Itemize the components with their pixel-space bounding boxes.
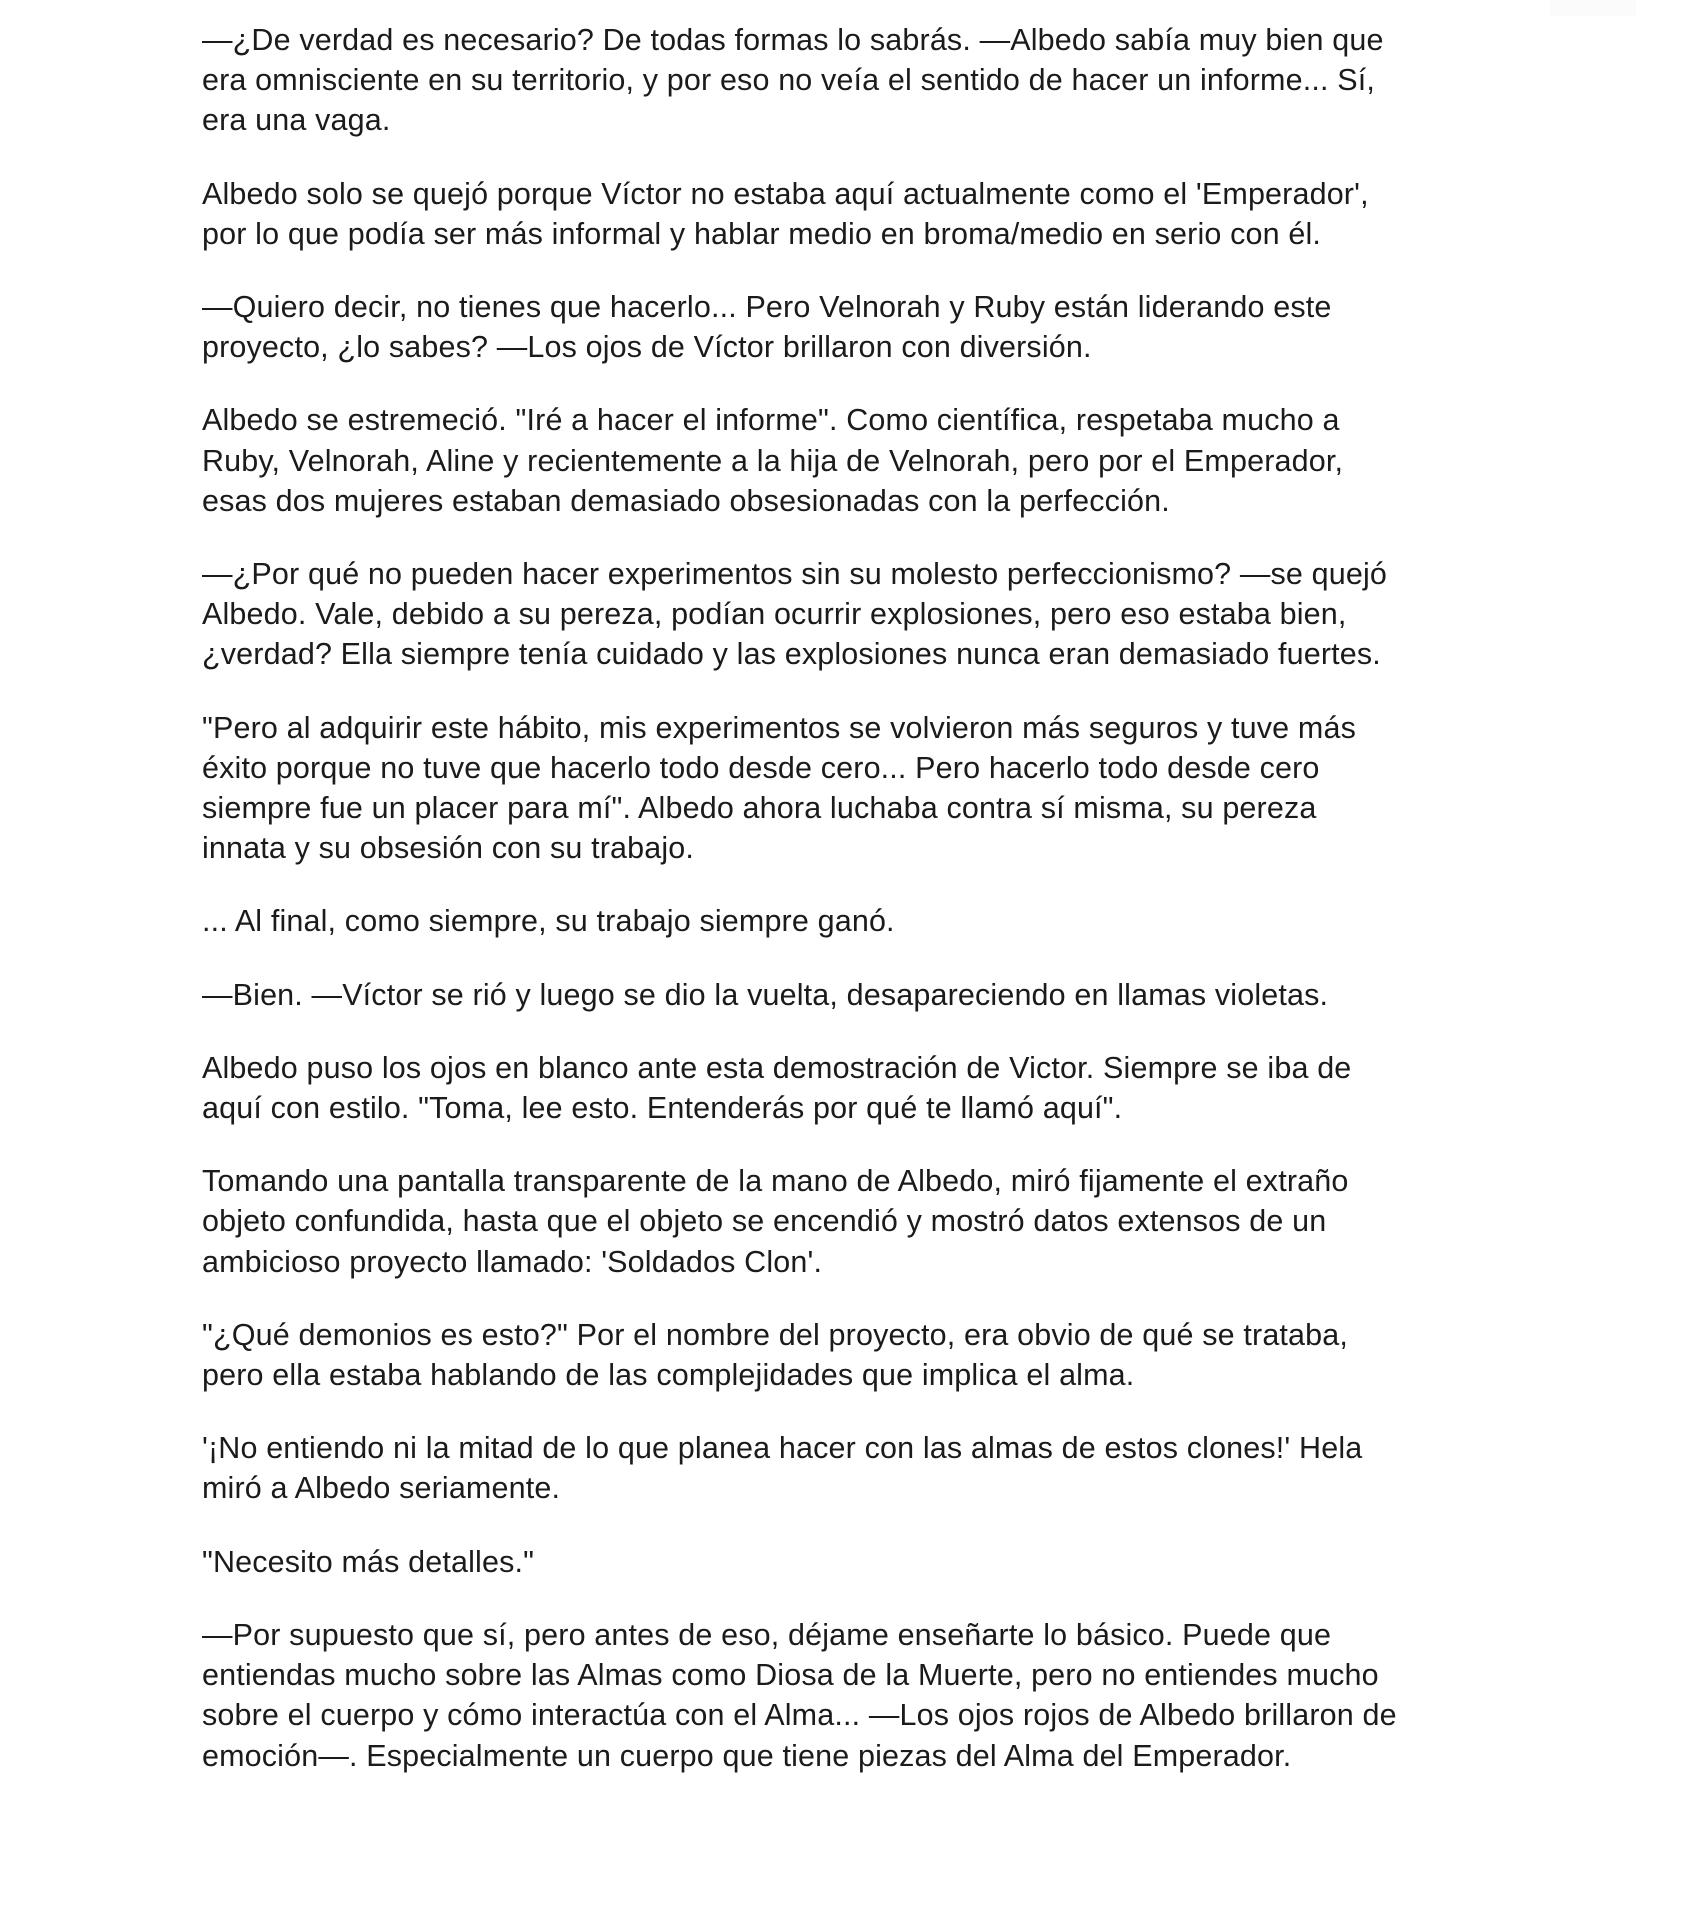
paragraph: Albedo se estremeció. "Iré a hacer el informe". Como científica, respetaba mucho a Ruby, Velnorah, Aline y recientemente a la hija de Velnorah, pero por el Emperador, esas dos mujeres estaban demasiado obsesionadas con la perfección. xyxy=(202,403,1344,518)
paragraph: —¿Por qué no pueden hacer experimentos sin su molesto perfeccionismo? —se quejó Albedo. Vale, debido a su pereza, podían ocurrir explosiones, pero eso estaba bien, ¿verdad? Ella siempre tenía cuidado y las explosiones nunca eran demasiado fuertes. xyxy=(202,557,1388,672)
paragraph: ... Al final, como siempre, su trabajo siempre ganó. xyxy=(202,904,895,939)
paragraph: Albedo puso los ojos en blanco ante esta demostración de Victor. Siempre se iba de aquí con estilo. "Toma, lee esto. Entenderás por qué te llamó aquí". xyxy=(202,1050,1352,1126)
paragraph: —Bien. —Víctor se rió y luego se dio la vuelta, desapareciendo en llamas violetas. xyxy=(202,977,1329,1012)
document-body xyxy=(202,20,1542,1809)
paragraph: —¿De verdad es necesario? De todas formas lo sabrás. —Albedo sabía muy bien que era omnisciente en su territorio, y por eso no veía el sentido de hacer un informe... Sí, era una vaga. xyxy=(202,23,1384,138)
paragraph: Tomando una pantalla transparente de la mano de Albedo, miró fijamente el extraño objeto confundida, hasta que el objeto se encendió y mostró datos extensos de un ambicioso proyecto llamado: 'Soldados Clon'. xyxy=(202,1164,1349,1279)
paragraph: —Quiero decir, no tienes que hacerlo... Pero Velnorah y Ruby están liderando este proyecto, ¿lo sabes? —Los ojos de Víctor brillaron con diversión. xyxy=(202,290,1332,365)
paragraph: —Por supuesto que sí, pero antes de eso, déjame enseñarte lo básico. Puede que entiendas mucho sobre las Almas como Diosa de la Muerte, pero no entiendes mucho sobre el cuerpo y cómo interactúa con el Alma... —Los ojos rojos de Albedo brillaron de emoción—. Especialmente un cuerpo que tiene piezas del Alma del Emperador. xyxy=(202,1617,1397,1773)
paragraph: "Necesito más detalles." xyxy=(202,1544,535,1579)
paragraph: Albedo solo se quejó porque Víctor no estaba aquí actualmente como el 'Emperador', por lo que podía ser más informal y hablar medio en broma/medio en serio con él. xyxy=(202,176,1369,251)
page-corner-mark xyxy=(1550,0,1636,16)
paragraph: '¡No entiendo ni la mitad de lo que planea hacer con las almas de estos clones!' Hela miró a Albedo seriamente. xyxy=(202,1431,1363,1506)
paragraph: "¿Qué demonios es esto?" Por el nombre del proyecto, era obvio de qué se trataba, pero ella estaba hablando de las complejidades que implica el alma. xyxy=(202,1317,1349,1393)
paragraph: "Pero al adquirir este hábito, mis experimentos se volvieron más seguros y tuve más éxito porque no tuve que hacerlo todo desde cero... Pero hacerlo todo desde cero siempre fue un placer para mí". Albedo ahora luchaba contra sí misma, su pereza innata y su obsesión con su trabajo. xyxy=(202,710,1356,866)
